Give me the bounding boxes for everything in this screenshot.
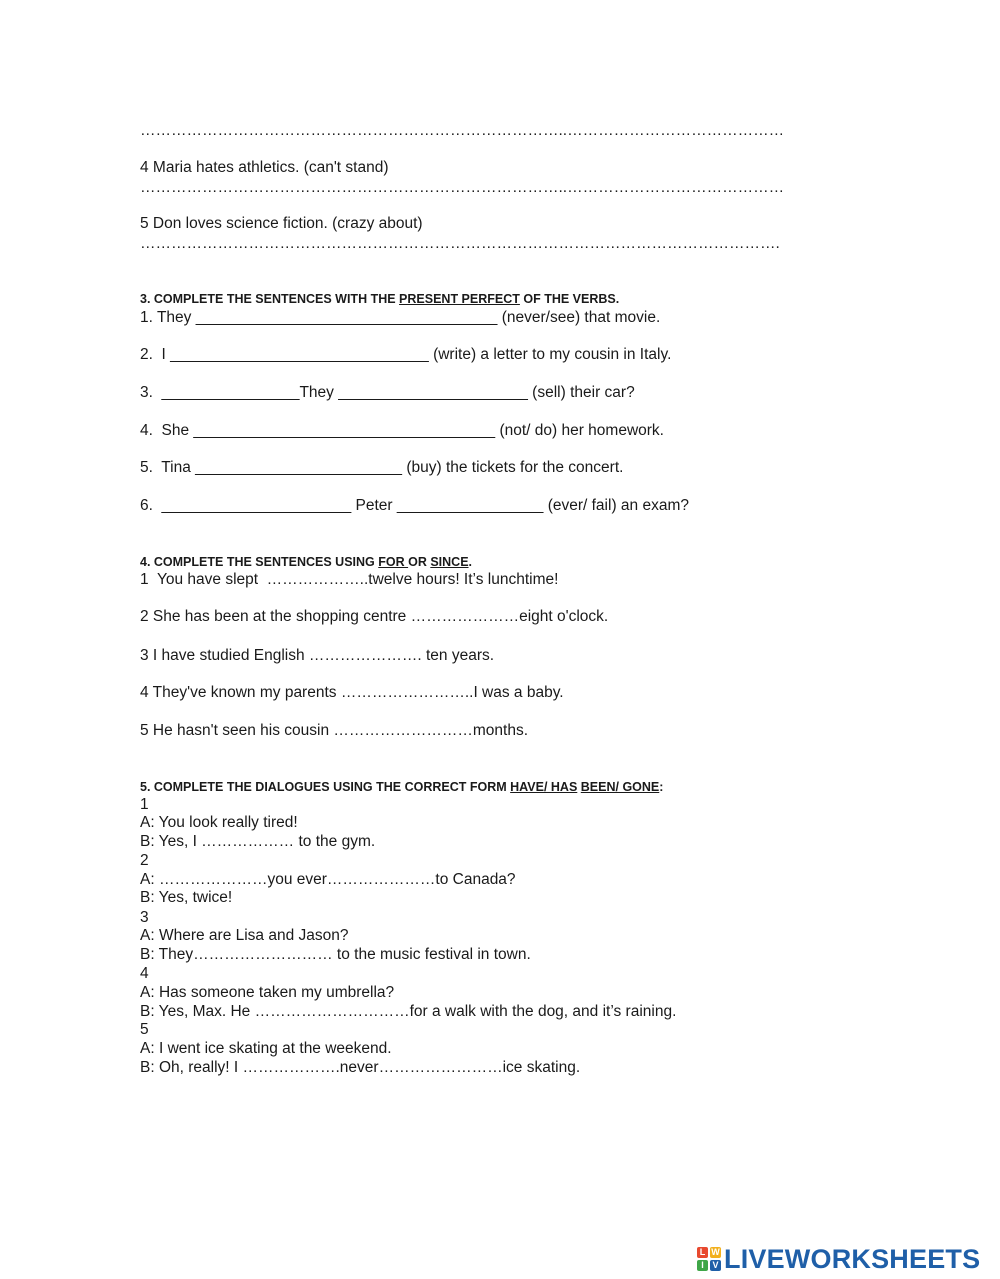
answer-line[interactable]: …………………………………………………………………………………………………………….	[140, 235, 780, 252]
exercise-item[interactable]: 5 He hasn't seen his cousin ………………………months.	[140, 722, 529, 739]
heading-text: :	[659, 780, 664, 794]
dialogue-number: 1	[140, 796, 149, 813]
dialogue-number: 2	[140, 852, 149, 869]
logo-mark-letter: W	[711, 1247, 720, 1257]
exercise-item[interactable]: 4. She ___________________________________ (not/ do) her homework.	[140, 422, 664, 439]
section-5-heading	[140, 778, 663, 796]
section-4-heading	[140, 553, 472, 571]
exercise-item[interactable]: 2 She has been at the shopping centre …………………eight o'clock.	[140, 608, 609, 625]
dialogue-line[interactable]: B: Yes, Max. He …………………………for a walk with the dog, and it’s raining.	[140, 1003, 677, 1020]
heading-text: OF THE VERBS.	[519, 292, 620, 306]
dialogue-line: A: Has someone taken my umbrella?	[140, 984, 395, 1001]
heading-underlined: PRESENT PERFECT	[399, 292, 520, 306]
heading-underlined: SINCE	[430, 555, 469, 569]
exercise-item[interactable]: 2. I ______________________________ (write) a letter to my cousin in Italy.	[140, 346, 672, 363]
dialogue-line: A: Where are Lisa and Jason?	[140, 927, 349, 944]
heading-text: OR	[408, 555, 431, 569]
logo-text: LIVEWORKSHEETS	[724, 1243, 981, 1274]
dialogue-line[interactable]: B: They……………………… to the music festival in town.	[140, 946, 531, 963]
dialogue-line[interactable]: A: …………………you ever…………………to Canada?	[140, 871, 516, 888]
dialogue-number: 4	[140, 965, 149, 982]
heading-underlined: BEEN/ GONE	[580, 780, 660, 794]
heading-text: 4. COMPLETE THE SENTENCES USING	[140, 555, 379, 569]
heading-text: 3. COMPLETE THE SENTENCES WITH THE	[140, 292, 400, 306]
dialogue-line[interactable]: B: Oh, really! I ……………….never……………………ice skating.	[140, 1059, 581, 1076]
exercise-item[interactable]: 6. ______________________ Peter _________________ (ever/ fail) an exam?	[140, 497, 689, 514]
answer-line[interactable]: ………………………………………………………………………..……………………………………	[140, 122, 785, 139]
dialogue-line[interactable]: B: Yes, I ……………… to the gym.	[140, 833, 376, 850]
exercise-item[interactable]: 1. They ___________________________________ (never/see) that movie.	[140, 309, 661, 326]
exercise-item[interactable]: 1 You have slept ………………..twelve hours! It’s lunchtime!	[140, 571, 559, 588]
logo-mark-letter: I	[697, 1260, 708, 1271]
dialogue-line: A: I went ice skating at the weekend.	[140, 1040, 392, 1057]
logo-mark-icon	[697, 1247, 721, 1271]
dialogue-number: 3	[140, 909, 149, 926]
heading-text: .	[468, 555, 473, 569]
exercise-item[interactable]: 3. ________________They ______________________ (sell) their car?	[140, 384, 635, 401]
logo-mark-letter: V	[710, 1260, 721, 1271]
exercise-item[interactable]: 3 I have studied English …………………. ten years.	[140, 647, 495, 664]
heading-underlined: FOR	[378, 555, 409, 569]
exercise-item: 4 Maria hates athletics. (can't stand)	[140, 159, 389, 176]
heading-underlined: HAVE/ HAS	[510, 780, 578, 794]
section-3-heading	[140, 290, 619, 308]
logo-mark-letter: L	[697, 1247, 708, 1258]
dialogue-line: B: Yes, twice!	[140, 889, 233, 906]
exercise-item[interactable]: 4 They've known my parents ……………………..I was a baby.	[140, 684, 564, 701]
dialogue-number: 5	[140, 1021, 149, 1038]
answer-line[interactable]: ………………………………………………………………………..……………………………………	[140, 179, 785, 196]
exercise-item[interactable]: 5. Tina ________________________ (buy) the tickets for the concert.	[140, 459, 624, 476]
exercise-item: 5 Don loves science fiction. (crazy about)	[140, 215, 423, 232]
heading-text: 5. COMPLETE THE DIALOGUES USING THE CORRECT FORM	[140, 780, 511, 794]
liveworksheets-logo	[697, 1244, 980, 1274]
dialogue-line: A: You look really tired!	[140, 814, 298, 831]
